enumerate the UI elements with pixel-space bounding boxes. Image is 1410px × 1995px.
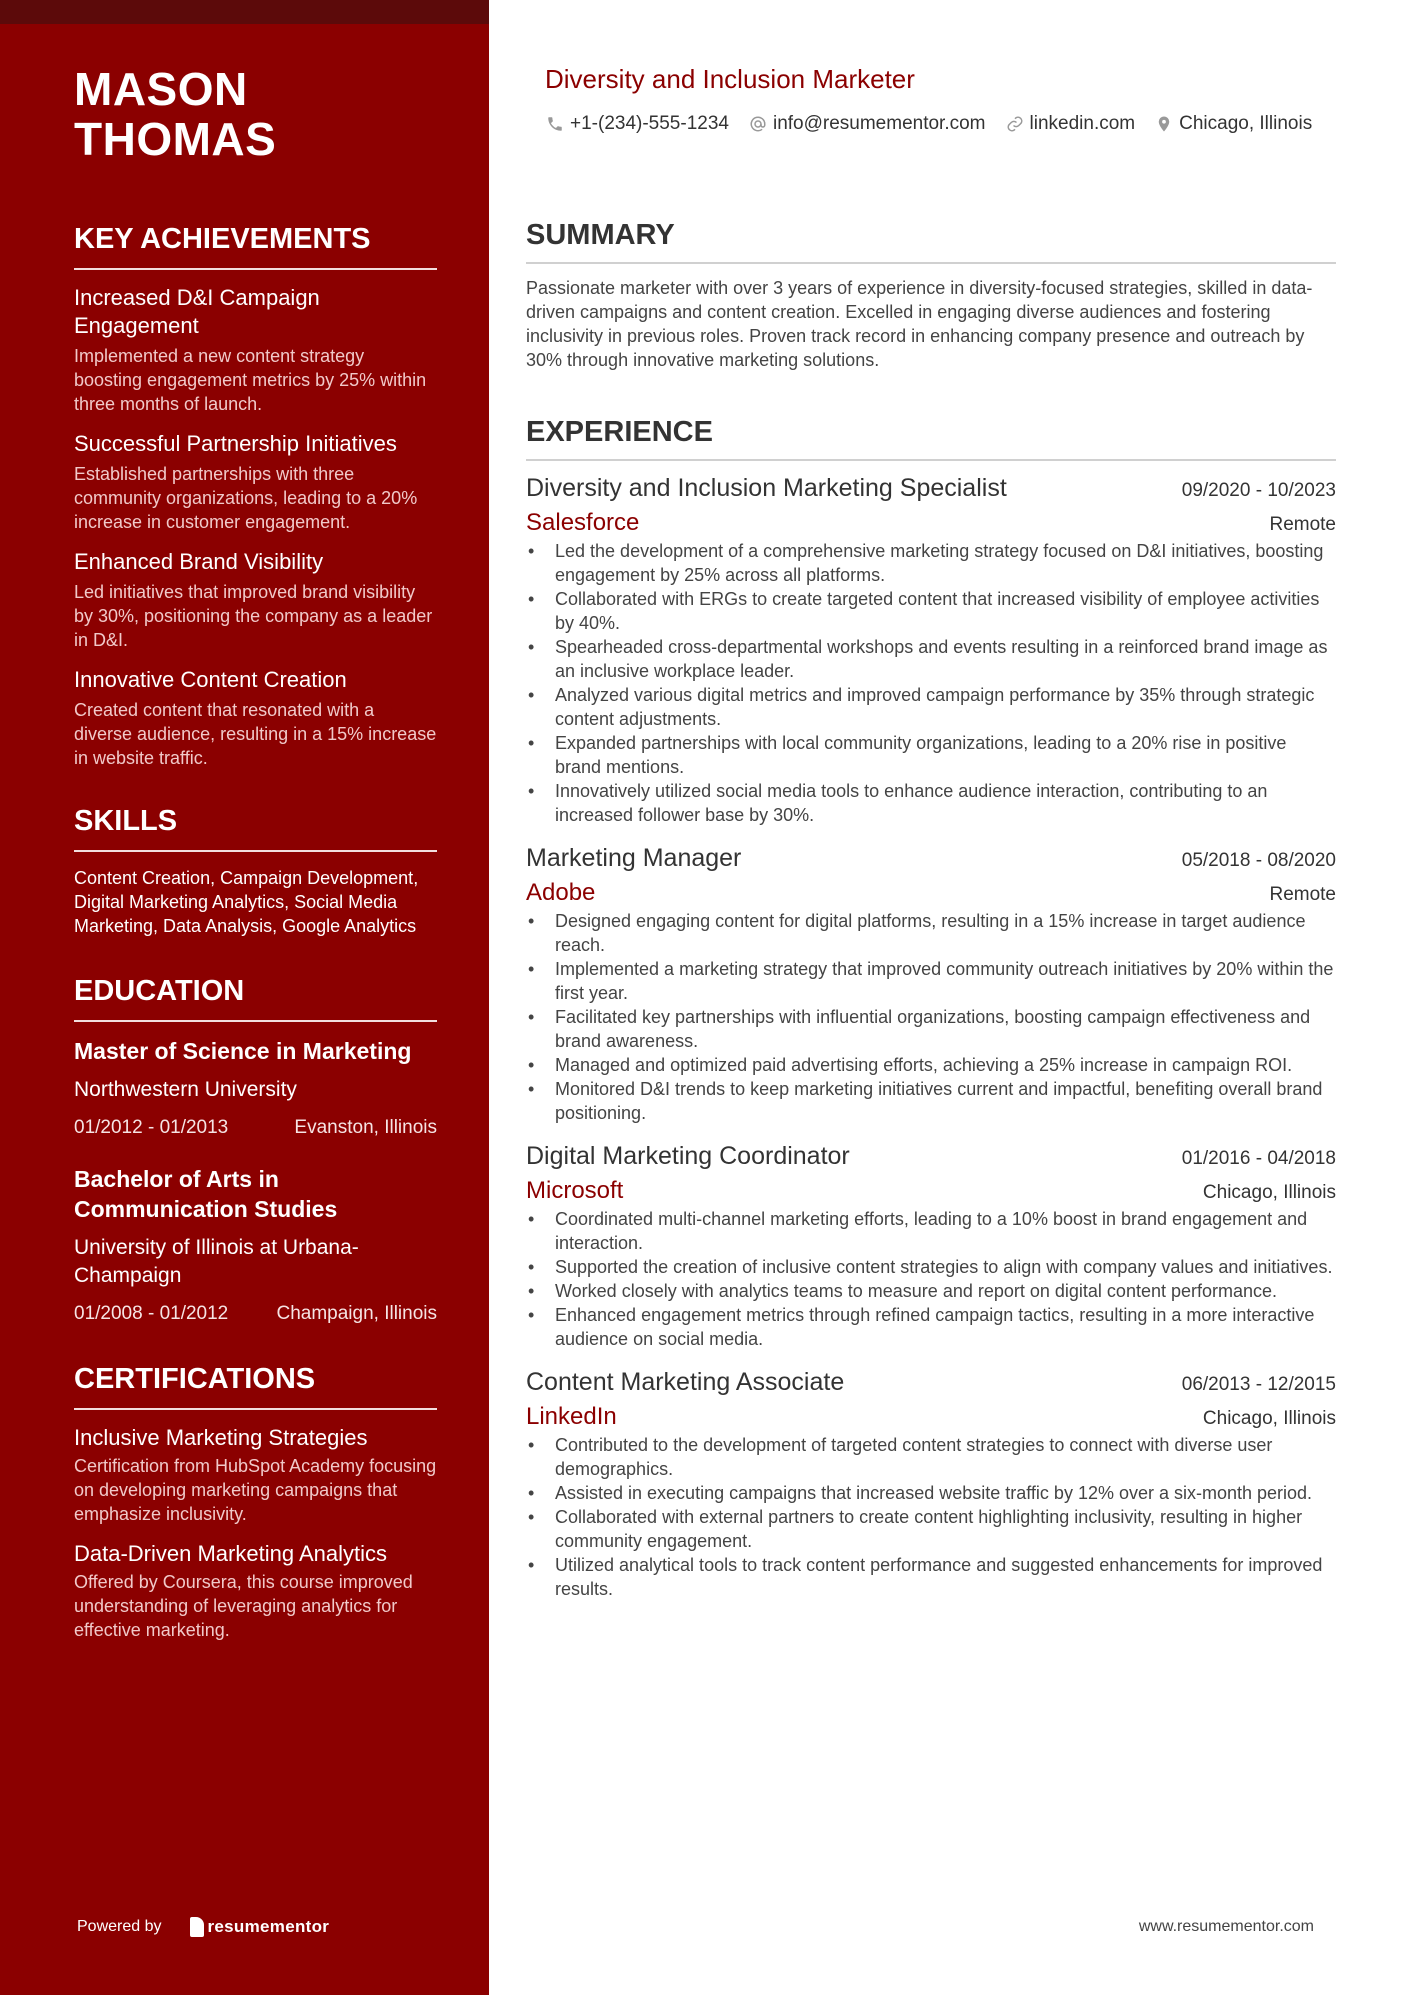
experience-bullet: • Collaborated with external partners to create content highlighting inclusivity, resulting in higher community engagement. bbox=[526, 1505, 1336, 1553]
education-meta bbox=[74, 1116, 437, 1140]
achievement-item bbox=[74, 666, 437, 770]
section-title-experience: EXPERIENCE bbox=[526, 415, 1336, 461]
education-school: University of Illinois at Urbana-Champaign bbox=[74, 1236, 359, 1287]
experience-bullet: • Collaborated with ERGs to create targeted content that increased visibility of employee activities by 40%. bbox=[526, 587, 1336, 635]
experience-bullet: • Worked closely with analytics teams to measure and report on digital content performance. bbox=[526, 1279, 1336, 1303]
experience-bullets bbox=[526, 539, 1336, 827]
experience-bullet: • Coordinated multi-channel marketing efforts, leading to a 10% boost in brand engagement and interaction. bbox=[526, 1207, 1336, 1255]
candidate-name bbox=[74, 64, 437, 164]
experience-company: Microsoft bbox=[526, 1177, 624, 1204]
link-icon bbox=[1006, 115, 1024, 133]
phone-icon bbox=[546, 115, 564, 133]
experience-bullet: • Supported the creation of inclusive content strategies to align with company values and initiatives. bbox=[526, 1255, 1336, 1279]
experience-company-row bbox=[526, 507, 1336, 539]
certification-description: Offered by Coursera, this course improved understanding of leveraging analytics for effective marketing. bbox=[74, 1572, 413, 1640]
experience-dates: 01/2016 - 04/2018 bbox=[1181, 1148, 1336, 1169]
experience-company-row bbox=[526, 1175, 1336, 1207]
experience-bullet: • Contributed to the development of targeted content strategies to connect with diverse user demographics. bbox=[526, 1433, 1336, 1481]
experience-bullet: • Managed and optimized paid advertising efforts, achieving a 25% increase in campaign ROI. bbox=[526, 1053, 1336, 1077]
experience-item bbox=[526, 471, 1336, 827]
sidebar-content bbox=[74, 64, 437, 1642]
experience-company: Adobe bbox=[526, 879, 596, 906]
phone-text: +1-(234)-555-1234 bbox=[570, 113, 729, 134]
experience-role: Content Marketing Associate bbox=[526, 1368, 845, 1396]
certifications-list bbox=[74, 1424, 437, 1642]
location-text: Chicago, Illinois bbox=[1179, 113, 1313, 134]
experience-location: Remote bbox=[1269, 884, 1336, 905]
experience-dates: 06/2013 - 12/2015 bbox=[1181, 1374, 1336, 1395]
achievement-item bbox=[74, 548, 437, 652]
experience-bullets bbox=[526, 1207, 1336, 1351]
contact-email[interactable] bbox=[749, 112, 986, 136]
experience-role: Marketing Manager bbox=[526, 844, 742, 872]
achievement-title: Enhanced Brand Visibility bbox=[74, 549, 324, 574]
education-dates: 01/2008 - 01/2012 bbox=[74, 1303, 229, 1324]
education-meta bbox=[74, 1302, 437, 1326]
experience-item bbox=[526, 1139, 1336, 1351]
experience-header bbox=[526, 1365, 1336, 1399]
certification-description: Certification from HubSpot Academy focusing on developing marketing campaigns that emphasize inclusivity. bbox=[74, 1456, 437, 1524]
education-item bbox=[74, 1036, 437, 1140]
achievement-item bbox=[74, 284, 437, 416]
education-list bbox=[74, 1036, 437, 1326]
resumementor-logo-icon bbox=[190, 1917, 204, 1937]
experience-list bbox=[526, 471, 1336, 1601]
summary-text: Passionate marketer with over 3 years of experience in diversity-focused strategies, skilled in data-driven campaigns and content creation. Excelled in engaging diverse audiences and fostering inclusivity in previous roles. Proven track record in enhancing company presence and outreach by 30% through innovative marketing solutions. bbox=[526, 278, 1313, 370]
section-title-summary: SUMMARY bbox=[526, 218, 1336, 264]
sidebar bbox=[0, 0, 489, 1995]
achievement-description: Created content that resonated with a diverse audience, resulting in a 15% increase in website traffic. bbox=[74, 700, 437, 768]
achievement-title: Successful Partnership Initiatives bbox=[74, 431, 397, 456]
email-text: info@resumementor.com bbox=[772, 113, 986, 134]
experience-role: Digital Marketing Coordinator bbox=[526, 1142, 850, 1170]
education-school: Northwestern University bbox=[74, 1078, 297, 1101]
experience-bullet: • Innovatively utilized social media tools to enhance audience interaction, contributing to an increased follower base by 30%. bbox=[526, 779, 1336, 827]
contact-location bbox=[1155, 112, 1312, 136]
location-pin-icon bbox=[1155, 115, 1173, 133]
experience-item bbox=[526, 841, 1336, 1125]
achievement-item bbox=[74, 430, 437, 534]
experience-bullets bbox=[526, 1433, 1336, 1601]
experience-bullet: • Spearheaded cross-departmental workshops and events resulting in a reinforced brand image as an inclusive workplace leader. bbox=[526, 635, 1336, 683]
achievement-title: Increased D&I Campaign Engagement bbox=[74, 285, 320, 338]
job-title: Diversity and Inclusion Marketer bbox=[545, 64, 915, 94]
certification-title: Inclusive Marketing Strategies bbox=[74, 1425, 368, 1450]
achievements-list bbox=[74, 284, 437, 770]
name-line-last: THOMAS bbox=[74, 113, 277, 165]
experience-company: Salesforce bbox=[526, 509, 640, 536]
experience-bullet: • Facilitated key partnerships with influential organizations, boosting campaign effectiveness and brand awareness. bbox=[526, 1005, 1336, 1053]
education-location: Evanston, Illinois bbox=[294, 1117, 437, 1138]
certification-item bbox=[74, 1540, 437, 1642]
footer-url[interactable]: www.resumementor.com bbox=[1138, 1918, 1314, 1935]
resumementor-logo[interactable] bbox=[190, 1917, 330, 1937]
experience-bullets bbox=[526, 909, 1336, 1125]
experience-bullet: • Utilized analytical tools to track content performance and suggested enhancements for improved results. bbox=[526, 1553, 1336, 1601]
certification-title: Data-Driven Marketing Analytics bbox=[74, 1541, 388, 1566]
experience-bullet: • Led the development of a comprehensive marketing strategy focused on D&I initiatives, boosting engagement by 25% across all platforms. bbox=[526, 539, 1336, 587]
achievement-title: Innovative Content Creation bbox=[74, 667, 347, 692]
sidebar-top-bar bbox=[0, 0, 489, 24]
experience-company-row bbox=[526, 877, 1336, 909]
name-line-first: MASON bbox=[74, 63, 248, 115]
achievement-description: Implemented a new content strategy boosting engagement metrics by 25% within three months of launch. bbox=[74, 346, 427, 414]
experience-dates: 05/2018 - 08/2020 bbox=[1181, 850, 1336, 871]
contact-linkedin[interactable] bbox=[1006, 112, 1136, 136]
education-degree: Bachelor of Arts in Communication Studies bbox=[74, 1166, 338, 1222]
experience-item bbox=[526, 1365, 1336, 1601]
summary-section bbox=[526, 218, 1336, 372]
experience-company-row bbox=[526, 1401, 1336, 1433]
education-dates: 01/2012 - 01/2013 bbox=[74, 1117, 229, 1138]
experience-bullet: • Enhanced engagement metrics through refined campaign tactics, resulting in a more interactive audience on social media. bbox=[526, 1303, 1336, 1351]
section-title-key-achievements: KEY ACHIEVEMENTS bbox=[74, 222, 437, 270]
certification-item bbox=[74, 1424, 437, 1526]
contact-phone[interactable] bbox=[546, 112, 729, 136]
experience-header bbox=[526, 841, 1336, 875]
section-title-skills: SKILLS bbox=[74, 804, 437, 852]
experience-section bbox=[526, 415, 1336, 1601]
powered-by-label: Powered by bbox=[77, 1918, 162, 1935]
experience-bullet: • Designed engaging content for digital platforms, resulting in a 15% increase in target audience reach. bbox=[526, 909, 1336, 957]
section-title-education: EDUCATION bbox=[74, 974, 437, 1022]
education-degree: Master of Science in Marketing bbox=[74, 1038, 412, 1064]
section-title-certifications: CERTIFICATIONS bbox=[74, 1362, 437, 1410]
resumementor-brand: resumementor bbox=[207, 1917, 330, 1936]
linkedin-text: linkedin.com bbox=[1029, 113, 1136, 134]
skills-text: Content Creation, Campaign Development, Digital Marketing Analytics, Social Media Marketing, Data Analysis, Google Analytics bbox=[74, 868, 419, 936]
experience-company: LinkedIn bbox=[526, 1403, 617, 1430]
experience-location: Chicago, Illinois bbox=[1202, 1182, 1336, 1203]
experience-bullet: • Expanded partnerships with local community organizations, leading to a 20% rise in positive brand mentions. bbox=[526, 731, 1336, 779]
experience-location: Chicago, Illinois bbox=[1202, 1408, 1336, 1429]
experience-bullet: • Assisted in executing campaigns that increased website traffic by 12% over a six-month period. bbox=[526, 1481, 1336, 1505]
experience-bullet: • Analyzed various digital metrics and improved campaign performance by 35% through strategic content adjustments. bbox=[526, 683, 1336, 731]
achievement-description: Established partnerships with three community organizations, leading to a 20% increase in customer engagement. bbox=[74, 464, 418, 532]
experience-dates: 09/2020 - 10/2023 bbox=[1181, 480, 1336, 501]
at-sign-icon bbox=[749, 115, 767, 133]
achievement-description: Led initiatives that improved brand visibility by 30%, positioning the company as a leader in D&I. bbox=[74, 582, 433, 650]
education-item bbox=[74, 1164, 437, 1326]
experience-role: Diversity and Inclusion Marketing Specialist bbox=[526, 474, 1007, 502]
experience-bullet: • Monitored D&I trends to keep marketing initiatives current and impactful, benefiting overall brand positioning. bbox=[526, 1077, 1336, 1125]
education-location: Champaign, Illinois bbox=[276, 1303, 437, 1324]
experience-header bbox=[526, 471, 1336, 505]
contact-info bbox=[546, 112, 1336, 136]
experience-bullet: • Implemented a marketing strategy that improved community outreach initiatives by 20% within the first year. bbox=[526, 957, 1336, 1005]
experience-location: Remote bbox=[1269, 514, 1336, 535]
experience-header bbox=[526, 1139, 1336, 1173]
powered-by bbox=[77, 1917, 329, 1937]
